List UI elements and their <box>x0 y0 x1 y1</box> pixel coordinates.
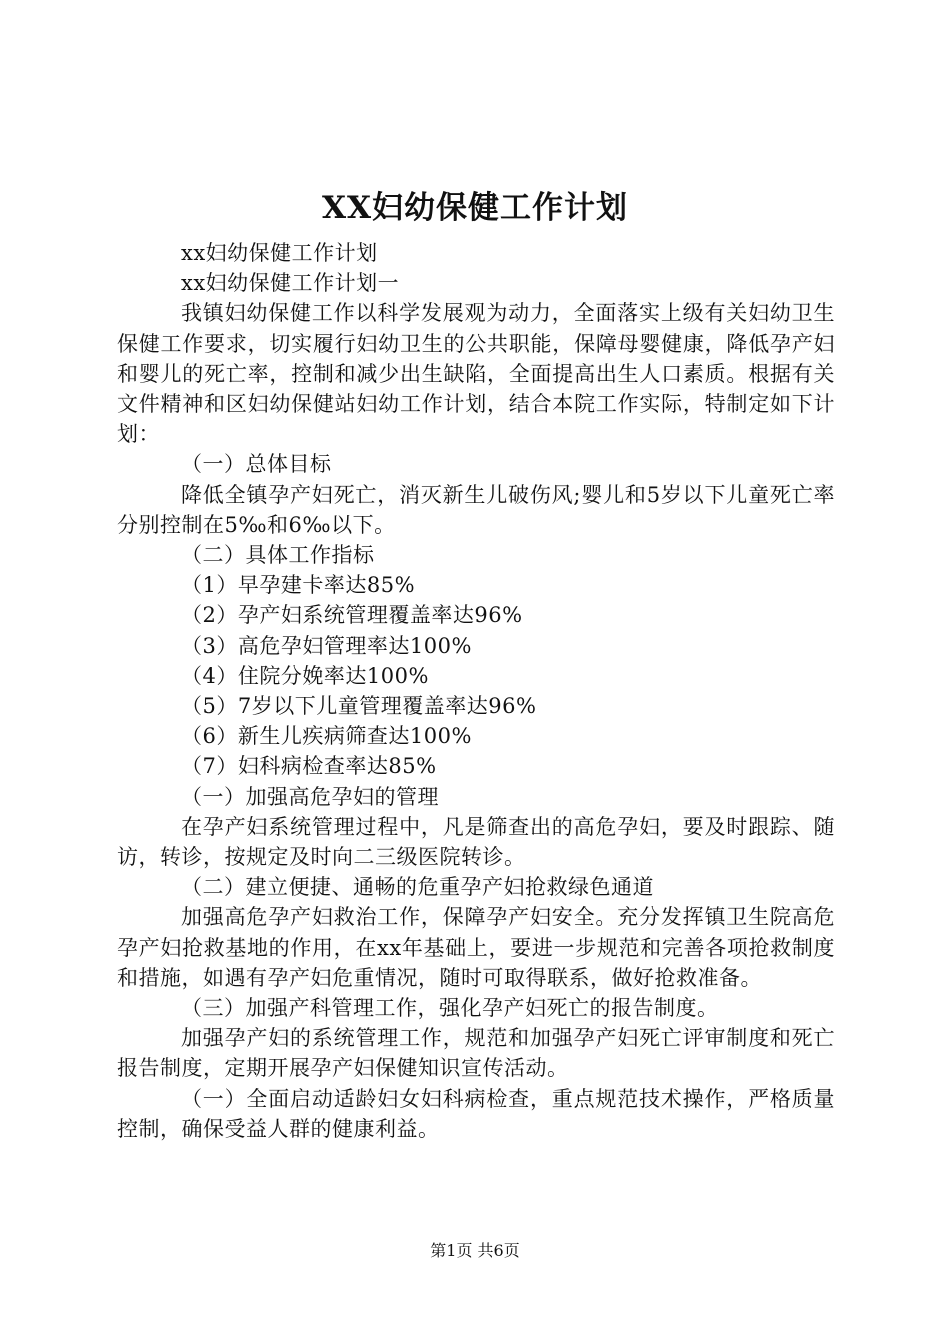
section-heading: （二）具体工作指标 <box>181 543 375 568</box>
page-number-footer: 第1页 共6页 <box>430 1241 520 1260</box>
indicator-item: （2）孕产妇系统管理覆盖率达96% <box>181 603 523 628</box>
subtitle-line: xx妇幼保健工作计划 <box>181 241 378 265</box>
indicator-item: （7）妇科病检查率达85% <box>181 754 437 779</box>
paragraph: 在孕产妇系统管理过程中，凡是筛查出的高危孕妇，要及时跟踪、随访，转诊，按规定及时向二三级医院转诊。 <box>117 814 835 870</box>
document-title: XX妇幼保健工作计划 <box>321 190 629 226</box>
paragraph: 降低全镇孕产妇死亡，消灭新生儿破伤风;婴儿和5岁以下儿童死亡率分别控制在5‰和6‰以下。 <box>117 482 835 537</box>
indicator-item: （4）住院分娩率达100% <box>181 663 429 688</box>
section-heading: （一）总体目标 <box>181 452 332 477</box>
section-heading: （一）加强高危孕妇的管理 <box>181 784 439 809</box>
indicator-item: （3）高危孕妇管理率达100% <box>181 633 472 658</box>
indicator-item: （1）早孕建卡率达85% <box>181 573 416 598</box>
paragraph: （一）全面启动适龄妇女妇科病检查，重点规范技术操作，严格质量控制，确保受益人群的健康利益。 <box>117 1086 835 1141</box>
intro-paragraph: 我镇妇幼保健工作以科学发展观为动力，全面落实上级有关妇幼卫生保健工作要求，切实履行妇幼卫生的公共职能，保障母婴健康，降低孕产妇和婴儿的死亡率，控制和减少出生缺陷，全面提高出生人口素质。根据有关文件精神和区妇幼保健站妇幼工作计划，结合本院工作实际，特制定如下计划： <box>117 301 835 447</box>
indicator-item: （6）新生儿疾病筛查达100% <box>181 724 472 749</box>
section-heading: （二）建立便捷、通畅的危重孕产妇抢救绿色通道 <box>181 875 654 900</box>
paragraph: 加强高危孕产妇救治工作，保障孕产妇安全。充分发挥镇卫生院高危孕产妇抢救基地的作用，在xx年基础上，要进一步规范和完善各项抢救制度和措施，如遇有孕产妇危重情况，随时可取得联系，做好抢救准备。 <box>117 905 835 990</box>
paragraph: 加强孕产妇的系统管理工作，规范和加强孕产妇死亡评审制度和死亡报告制度，定期开展孕产妇保健知识宣传活动。 <box>117 1026 835 1081</box>
section-heading: xx妇幼保健工作计划一 <box>181 271 400 296</box>
indicator-item: （5）7岁以下儿童管理覆盖率达96% <box>181 694 537 719</box>
document-body <box>117 238 835 1144</box>
section-heading: （三）加强产科管理工作，强化孕产妇死亡的报告制度。 <box>181 996 719 1021</box>
